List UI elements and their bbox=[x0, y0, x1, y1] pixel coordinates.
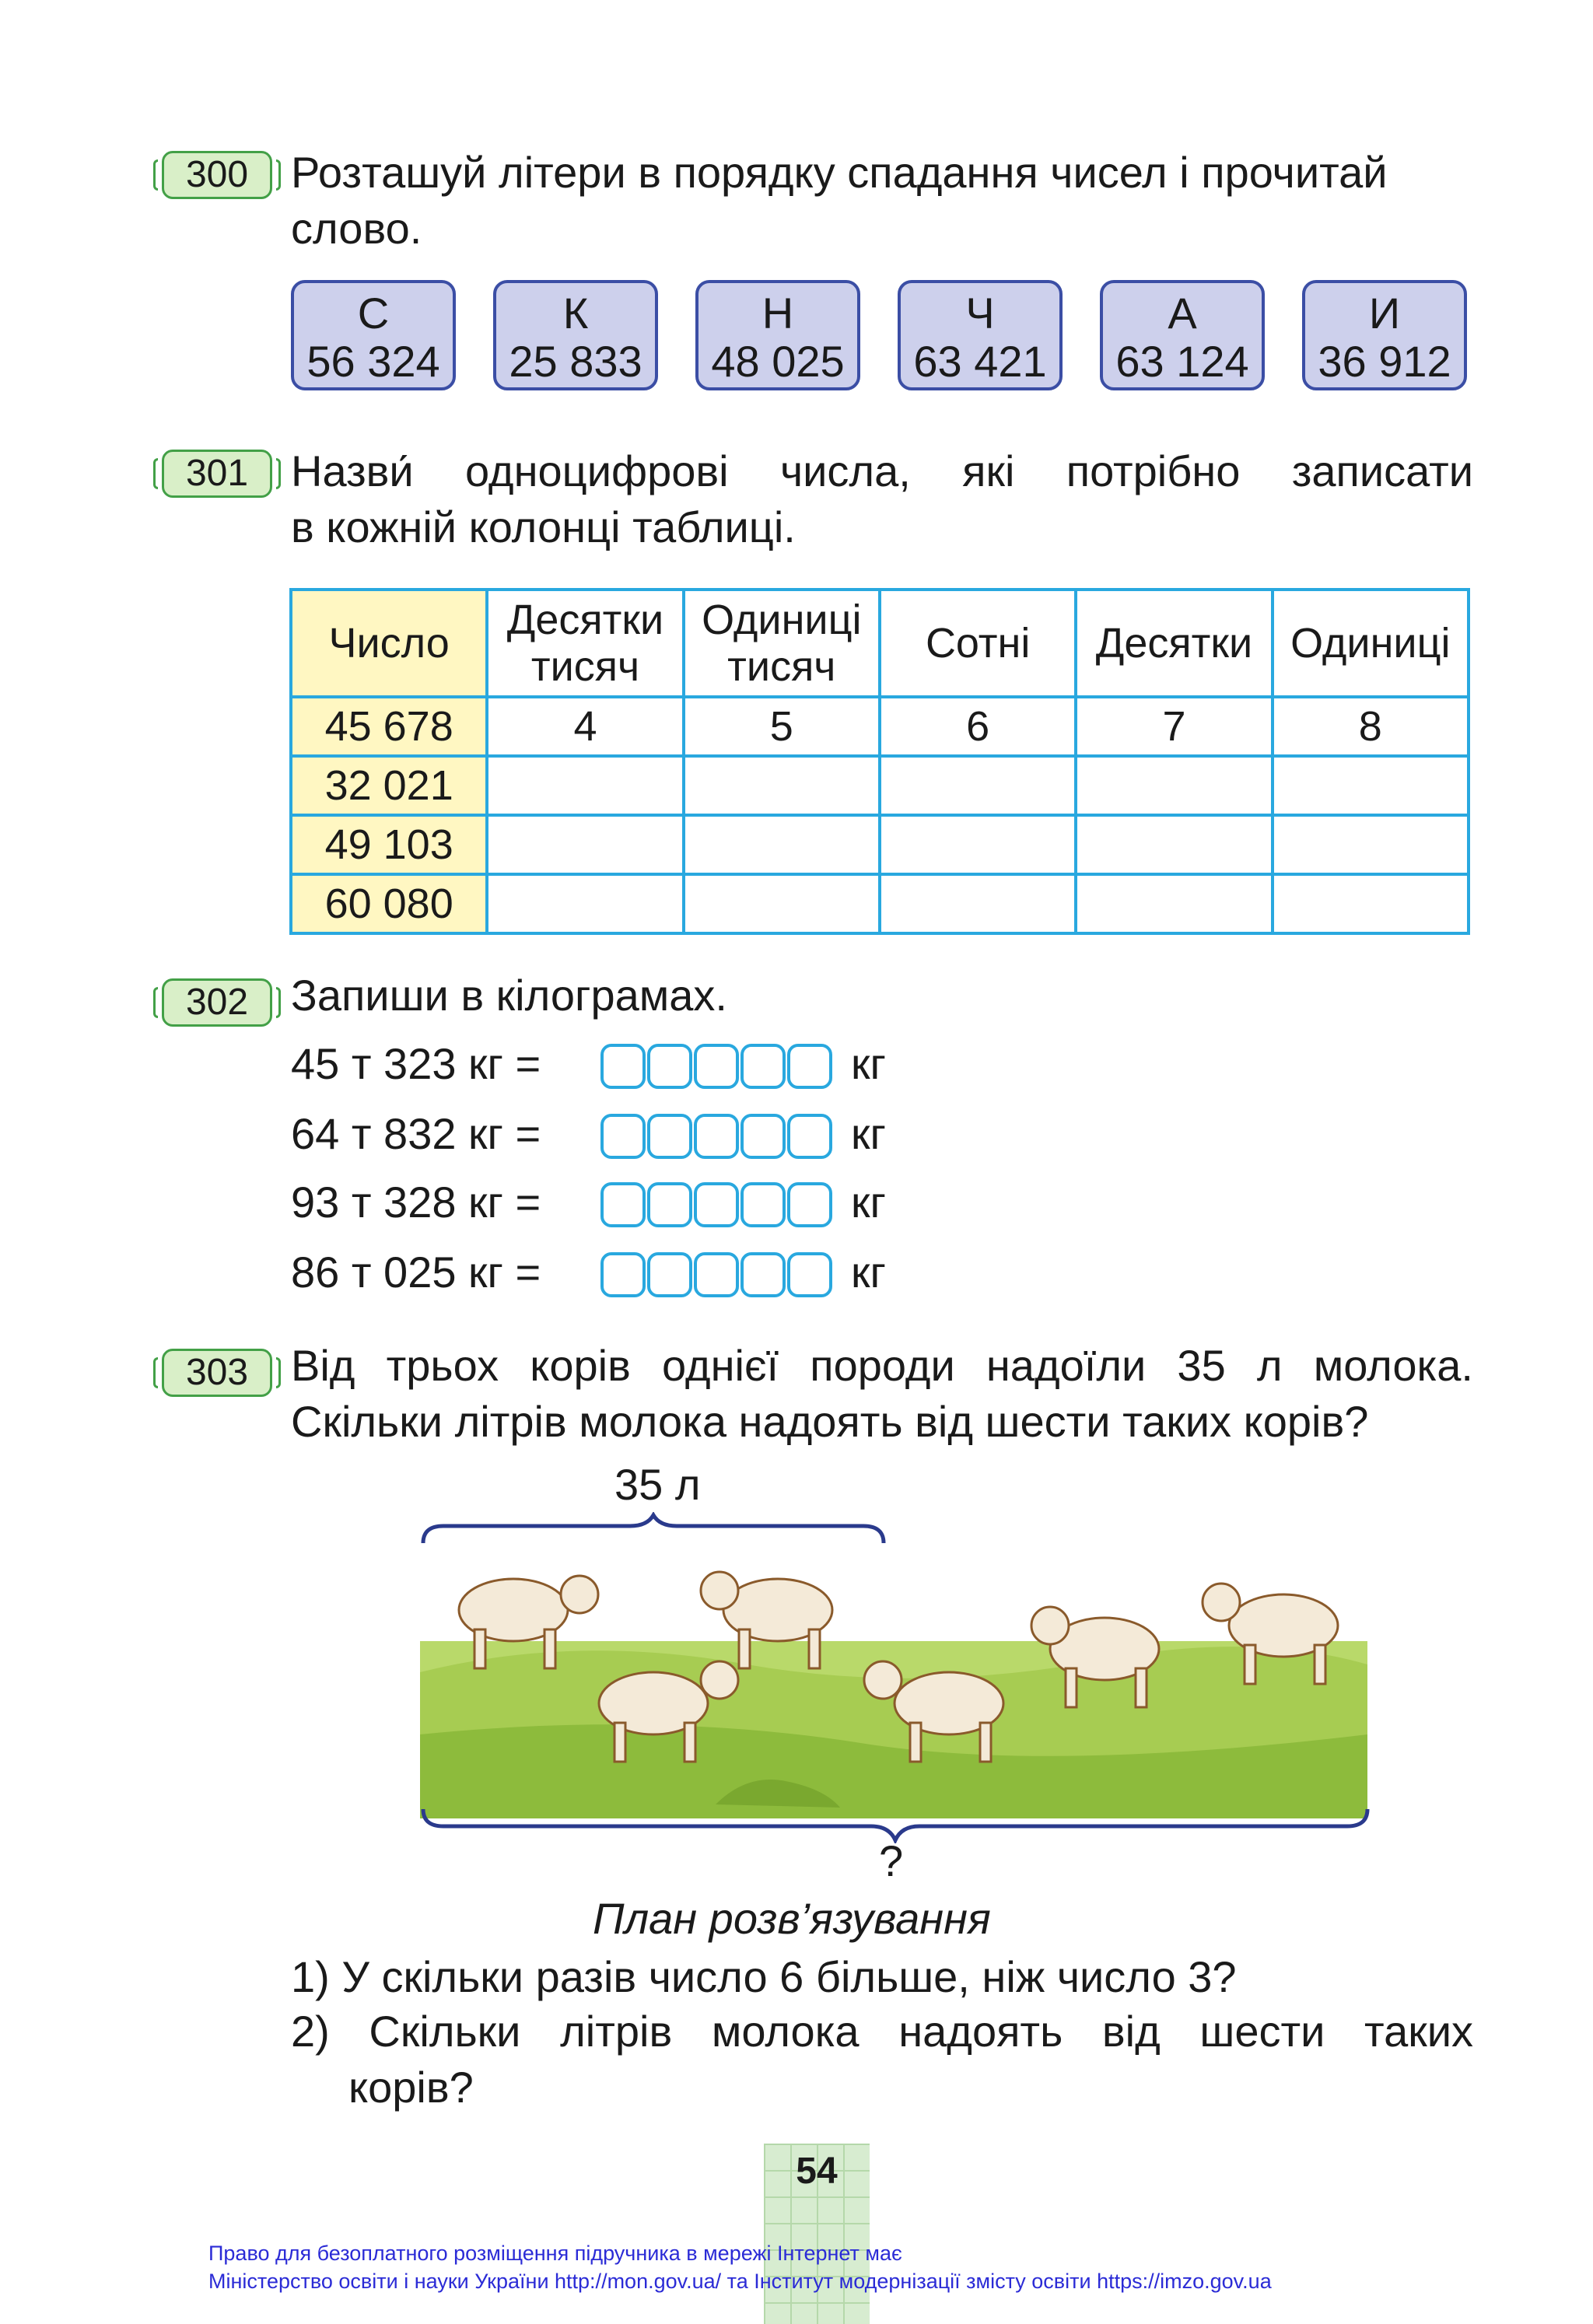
answer-box[interactable] bbox=[694, 1252, 739, 1297]
card-number: 36 912 bbox=[1318, 337, 1451, 386]
card-number: 25 833 bbox=[509, 337, 642, 386]
plan-step-1: 1) У скільки разів число 6 більше, ніж число 3? bbox=[291, 1952, 1237, 2001]
table-row bbox=[291, 697, 1469, 756]
task-300-line-1: Розташуй літери в порядку спадання чисел і прочитай bbox=[291, 148, 1388, 197]
table-cell bbox=[684, 874, 880, 933]
table-cell: 8 bbox=[1273, 697, 1469, 756]
answer-box[interactable] bbox=[740, 1252, 786, 1297]
table-header: Сотні bbox=[880, 590, 1076, 697]
conversion-expression: 86 т 025 кг = bbox=[291, 1248, 541, 1297]
answer-box[interactable] bbox=[600, 1044, 646, 1089]
card-letter: А bbox=[1168, 289, 1197, 338]
table-cell-number: 60 080 bbox=[291, 874, 487, 933]
plan-step-2-line-1: 2) Скільки літрів молока надоять від шести таких bbox=[291, 2007, 1473, 2056]
letter-card-3 bbox=[695, 280, 860, 390]
answer-box[interactable] bbox=[694, 1182, 739, 1227]
table-cell bbox=[684, 815, 880, 874]
conversion-row-4 bbox=[291, 1244, 886, 1300]
conversion-row-1 bbox=[291, 1036, 886, 1092]
card-letter: К bbox=[562, 289, 589, 338]
card-number: 63 124 bbox=[1115, 337, 1249, 386]
card-letter: И bbox=[1368, 289, 1401, 338]
table-header: Одиниці bbox=[1273, 590, 1469, 697]
brace-top-label: 35 л bbox=[614, 1460, 701, 1509]
conversion-row-3 bbox=[291, 1174, 886, 1230]
answer-box[interactable] bbox=[600, 1114, 646, 1159]
task-number-302: 302 bbox=[162, 978, 272, 1027]
table-row bbox=[291, 815, 1469, 874]
table-row bbox=[291, 756, 1469, 815]
table-cell bbox=[880, 756, 1076, 815]
page-number-block bbox=[764, 2144, 870, 2324]
answer-box[interactable] bbox=[740, 1114, 786, 1159]
footer-line-2: Міністерство освіти і науки України http://mon.gov.ua/ та Інститут модернізації змісту освіти https://imzo.gov.ua bbox=[208, 2270, 1272, 2293]
task-303-line-2: Скільки літрів молока надоять від шести таких корів? bbox=[291, 1397, 1369, 1446]
unit-label: кг bbox=[851, 1248, 886, 1297]
answer-box[interactable] bbox=[647, 1252, 692, 1297]
answer-box[interactable] bbox=[787, 1114, 832, 1159]
table-cell-number: 49 103 bbox=[291, 815, 487, 874]
conversion-expression: 64 т 832 кг = bbox=[291, 1109, 541, 1158]
answer-box[interactable] bbox=[600, 1182, 646, 1227]
table-cell: 4 bbox=[487, 697, 683, 756]
answer-box[interactable] bbox=[694, 1044, 739, 1089]
top-brace bbox=[420, 1512, 887, 1546]
card-letter: Н bbox=[761, 289, 794, 338]
answer-boxes bbox=[600, 1044, 834, 1090]
answer-box[interactable] bbox=[787, 1182, 832, 1227]
table-header: Число bbox=[291, 590, 487, 697]
table-cell bbox=[1273, 815, 1469, 874]
card-letter: С bbox=[357, 289, 390, 338]
answer-boxes bbox=[600, 1182, 834, 1229]
answer-boxes bbox=[600, 1252, 834, 1299]
answer-box[interactable] bbox=[647, 1114, 692, 1159]
card-letter: Ч bbox=[965, 289, 995, 338]
footer-line-1: Право для безоплатного розміщення підручника в мережі Інтернет має bbox=[208, 2242, 902, 2265]
unit-label: кг bbox=[851, 1039, 886, 1088]
table-cell-number: 45 678 bbox=[291, 697, 487, 756]
conversion-expression: 45 т 323 кг = bbox=[291, 1039, 541, 1088]
answer-box[interactable] bbox=[600, 1252, 646, 1297]
place-value-table bbox=[289, 588, 1470, 935]
task-300-line-2: слово. bbox=[291, 204, 422, 253]
cows-illustration bbox=[420, 1548, 1367, 1818]
answer-box[interactable] bbox=[740, 1182, 786, 1227]
table-row bbox=[291, 874, 1469, 933]
table-cell bbox=[1273, 874, 1469, 933]
task-301-line-1: Назви́ одноцифрові числа, які потрібно записати bbox=[291, 446, 1473, 495]
answer-box[interactable] bbox=[694, 1114, 739, 1159]
table-header: Десятки bbox=[1076, 590, 1272, 697]
table-cell: 6 bbox=[880, 697, 1076, 756]
table-cell bbox=[487, 874, 683, 933]
answer-box[interactable] bbox=[647, 1044, 692, 1089]
answer-boxes bbox=[600, 1114, 834, 1160]
task-number-300: 300 bbox=[162, 151, 272, 199]
conversion-expression: 93 т 328 кг = bbox=[291, 1178, 541, 1227]
letter-card-5 bbox=[1100, 280, 1265, 390]
table-cell bbox=[1273, 756, 1469, 815]
answer-box[interactable] bbox=[787, 1252, 832, 1297]
table-cell bbox=[880, 815, 1076, 874]
card-number: 56 324 bbox=[306, 337, 440, 386]
card-number: 48 025 bbox=[711, 337, 845, 386]
conversion-row-2 bbox=[291, 1106, 886, 1162]
task-number-303: 303 bbox=[162, 1349, 272, 1397]
letter-card-2 bbox=[493, 280, 658, 390]
task-301-line-2: в кожній колонці таблиці. bbox=[291, 502, 796, 551]
table-cell bbox=[1076, 756, 1272, 815]
table-cell bbox=[1076, 815, 1272, 874]
table-cell bbox=[487, 815, 683, 874]
card-number: 63 421 bbox=[913, 337, 1047, 386]
table-cell bbox=[1076, 874, 1272, 933]
table-cell bbox=[880, 874, 1076, 933]
task-303-line-1: Від трьох корів однієї породи надоїли 35 л молока. bbox=[291, 1341, 1473, 1390]
table-cell-number: 32 021 bbox=[291, 756, 487, 815]
letter-card-6 bbox=[1302, 280, 1467, 390]
letter-card-1 bbox=[291, 280, 456, 390]
answer-box[interactable] bbox=[787, 1044, 832, 1089]
task-number-301: 301 bbox=[162, 450, 272, 498]
letter-card-4 bbox=[898, 280, 1063, 390]
plan-title: План розв’язування bbox=[593, 1894, 991, 1943]
unit-label: кг bbox=[851, 1109, 886, 1158]
page-number: 54 bbox=[796, 2151, 838, 2192]
brace-bottom-label: ? bbox=[879, 1836, 904, 1885]
table-cell: 5 bbox=[684, 697, 880, 756]
answer-box[interactable] bbox=[740, 1044, 786, 1089]
table-header: Одиниці тисяч bbox=[684, 590, 880, 697]
task-302-text: Запиши в кілограмах. bbox=[291, 971, 727, 1020]
table-header-row bbox=[291, 590, 1469, 697]
plan-step-2-line-2: корів? bbox=[348, 2063, 474, 2112]
task-300-text bbox=[291, 145, 1473, 257]
table-cell: 7 bbox=[1076, 697, 1272, 756]
table-cell bbox=[487, 756, 683, 815]
unit-label: кг bbox=[851, 1178, 886, 1227]
table-cell bbox=[684, 756, 880, 815]
answer-box[interactable] bbox=[647, 1182, 692, 1227]
table-header: Десятки тисяч bbox=[487, 590, 683, 697]
